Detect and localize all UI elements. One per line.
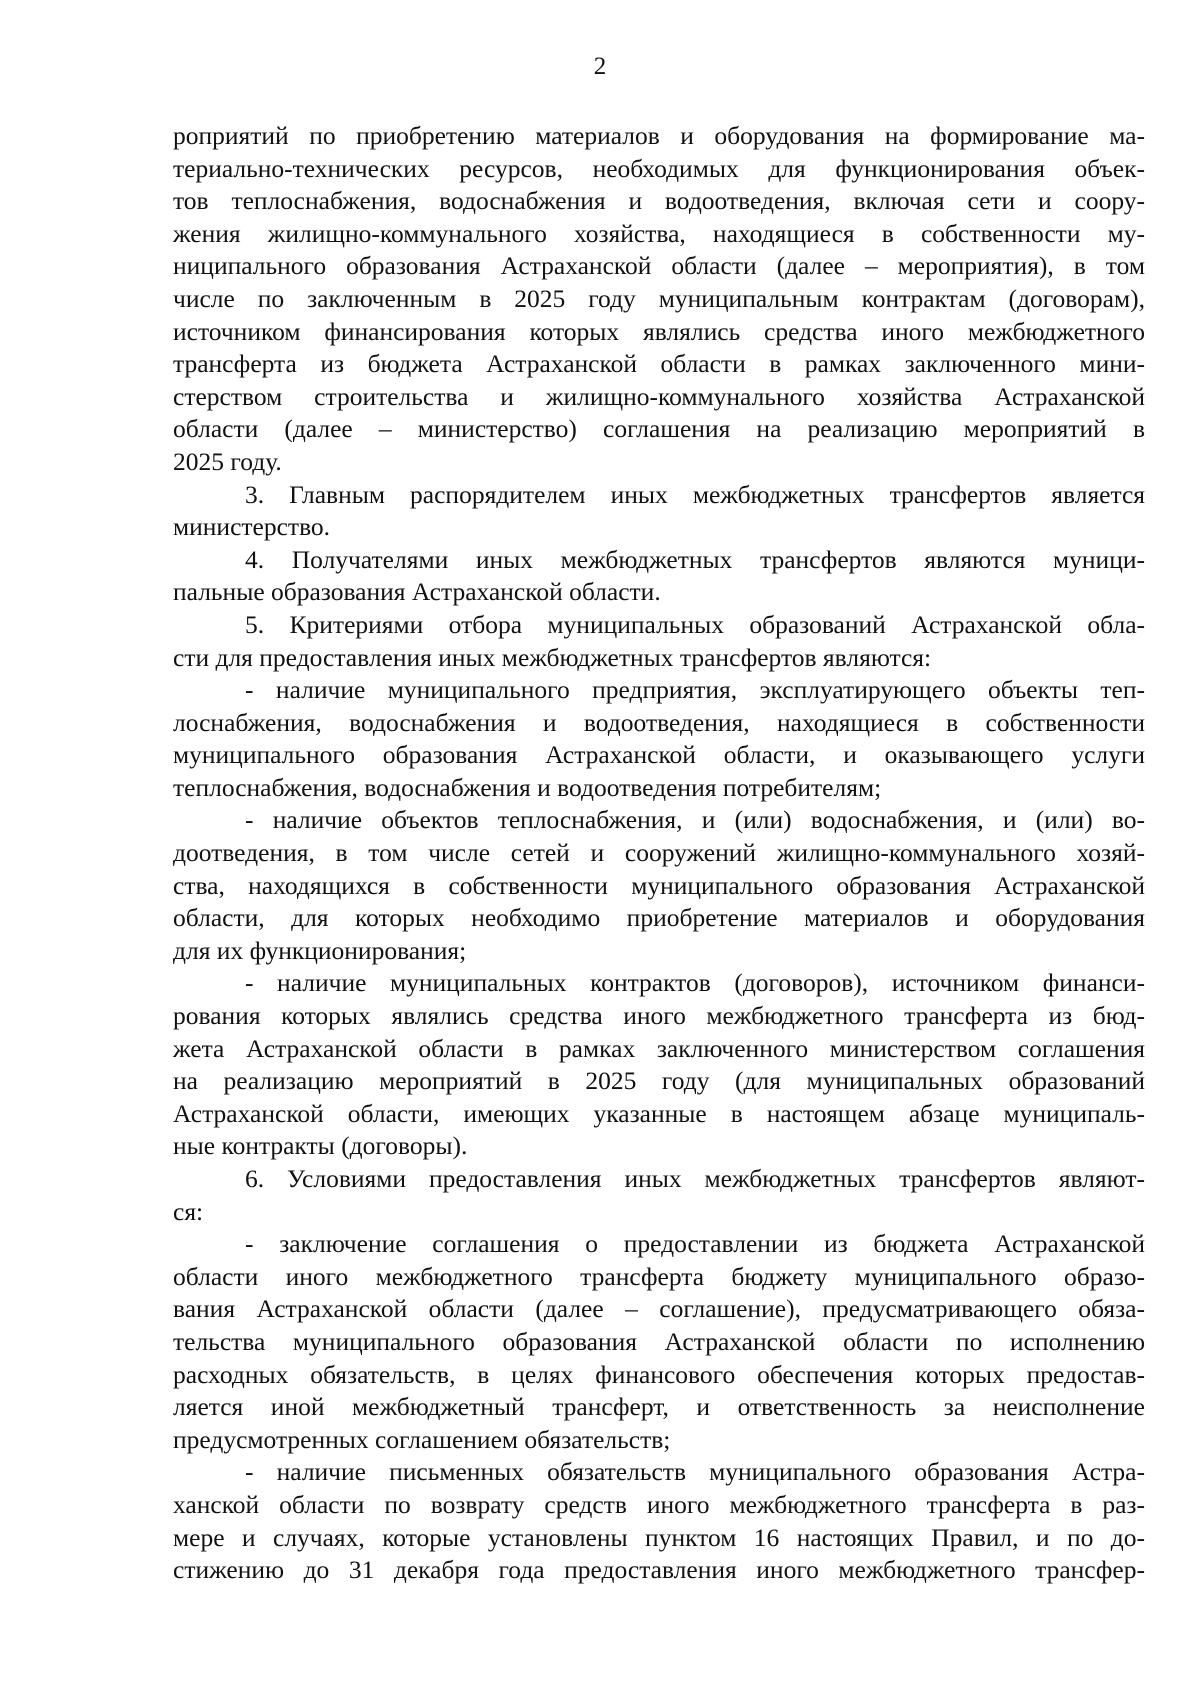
text-line: сти для предоставления иных межбюджетных трансфертов являются: (173, 642, 932, 672)
text-line: роприятий по приобретению материалов и оборудования на формирование ма- (173, 121, 1145, 150)
text-line: министерство. (173, 512, 331, 542)
text-line: 4. Получателями иных межбюджетных трансфертов являются муници- (245, 544, 1145, 574)
text-line: - наличие письменных обязательств муниципального образования Астра- (245, 1457, 1145, 1487)
text-line: области (далее – министерство) соглашения на реализацию мероприятий в (173, 414, 1145, 444)
text-line: - заключение соглашения о предоставлении из бюджета Астраханской (245, 1229, 1145, 1259)
text-line: - наличие объектов теплоснабжения, и (или) водоснабжения, и (или) во- (245, 805, 1145, 835)
text-line: на реализацию мероприятий в 2025 году (для муниципальных образований (173, 1066, 1145, 1096)
text-line: 6. Условиями предоставления иных межбюджетных трансфертов являют- (245, 1164, 1145, 1193)
text-line: вания Астраханской области (далее – соглашение), предусматривающего обяза- (173, 1294, 1145, 1324)
text-line: ства, находящихся в собственности муниципального образования Астраханской (173, 870, 1145, 900)
text-line: 2025 году. (173, 446, 282, 476)
text-line: источником финансирования которых являлись средства иного межбюджетного (173, 316, 1145, 346)
text-line: Астраханской области, имеющих указанные в настоящем абзаце муниципаль- (173, 1098, 1145, 1128)
text-line: тельства муниципального образования Астраханской области по исполнению (173, 1326, 1145, 1356)
text-line: области иного межбюджетного трансферта бюджету муниципального образо- (173, 1261, 1145, 1291)
document-body (173, 120, 1145, 1587)
text-line: териально-технических ресурсов, необходимых для функционирования объек- (173, 153, 1145, 183)
text-line: лоснабжения, водоснабжения и водоотведения, находящиеся в собственности (173, 707, 1145, 737)
text-line: рования которых являлись средства иного межбюджетного трансферта из бюд- (173, 1001, 1145, 1031)
text-line: ляется иной межбюджетный трансферт, и ответственность за неисполнение (173, 1392, 1145, 1422)
text-line: 3. Главным распорядителем иных межбюджетных трансфертов является (245, 479, 1145, 509)
text-line: области, для которых необходимо приобретение материалов и оборудования (173, 903, 1145, 933)
text-line: ся: (173, 1196, 204, 1226)
text-line: ные контракты (договоры). (173, 1131, 468, 1161)
text-line: предусмотренных соглашением обязательств; (173, 1424, 671, 1454)
text-line: - наличие муниципального предприятия, эксплуатирующего объекты теп- (245, 675, 1145, 705)
text-line: мере и случаях, которые установлены пунктом 16 настоящих Правил, и по до- (173, 1522, 1145, 1552)
text-line: числе по заключенным в 2025 году муниципальным контрактам (договорам), (173, 283, 1145, 313)
text-line: 5. Критериями отбора муниципальных образований Астраханской обла- (245, 609, 1145, 639)
text-line: муниципального образования Астраханской области, и оказывающего услуги (173, 740, 1145, 770)
text-line: теплоснабжения, водоснабжения и водоотведения потребителям; (173, 772, 882, 802)
text-line: - наличие муниципальных контрактов (договоров), источником финанси- (245, 968, 1145, 998)
text-line: пальные образования Астраханской области. (173, 577, 661, 607)
text-line: стижению до 31 декабря года предоставления иного межбюджетного трансфер- (173, 1555, 1145, 1585)
text-line: трансферта из бюджета Астраханской области в рамках заключенного мини- (173, 349, 1145, 379)
text-line: ханской области по возврату средств иного межбюджетного трансферта в раз- (173, 1489, 1145, 1519)
text-line: жения жилищно-коммунального хозяйства, находящиеся в собственности му- (173, 218, 1145, 248)
text-line: доотведения, в том числе сетей и сооружений жилищно-коммунального хозяй- (173, 838, 1145, 868)
text-line: жета Астраханской области в рамках заключенного министерством соглашения (173, 1033, 1145, 1063)
text-line: для их функционирования; (173, 935, 467, 965)
page-number: 2 (593, 53, 607, 80)
text-line: тов теплоснабжения, водоснабжения и водоотведения, включая сети и соору- (173, 186, 1145, 216)
text-line: расходных обязательств, в целях финансового обеспечения которых предостав- (173, 1359, 1145, 1389)
text-line: ниципального образования Астраханской области (далее – мероприятия), в том (173, 251, 1145, 281)
text-line: стерством строительства и жилищно-коммунального хозяйства Астраханской (173, 381, 1145, 411)
